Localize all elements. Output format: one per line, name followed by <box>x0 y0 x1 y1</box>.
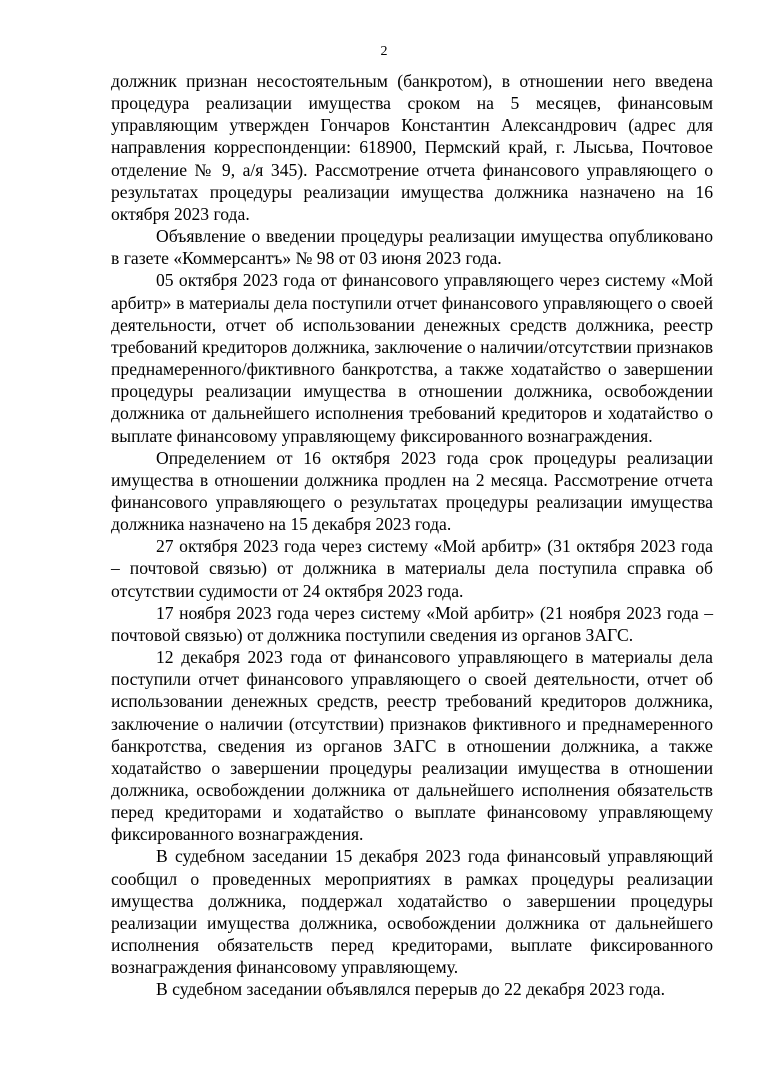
paragraph-bankruptcy-procedure: должник признан несостоятельным (банкротом), в отношении него введена процедура реализации имущества сроком на 5 месяцев, финансовым управляющим утвержден Гончаров Константин Александрович (адрес для направления корреспонденции: 618900, Пермский край, г. Лысьва, Почтовое отделение № 9, а/я 345). Рассмотрение отчета финансового управляющего о результатах процедуры реализации имущества должника назначено на 16 октября 2023 года. <box>111 71 713 224</box>
paragraph-extension: Определением от 16 октября 2023 года срок процедуры реализации имущества в отношении должника продлен на 2 месяца. Рассмотрение отчета финансового управляющего о результатах процедуры реализации имущества должника назначено на 15 декабря 2023 года. <box>111 447 713 535</box>
page-number: 2 <box>380 44 388 59</box>
paragraph-recess: В судебном заседании объявлялся перерыв до 22 декабря 2023 года. <box>156 979 666 1000</box>
paragraph-court-session: В судебном заседании 15 декабря 2023 года финансовый управляющий сообщил о проведенных мероприятиях в рамках процедуры реализации имущества должника, поддержал ходатайство о завершении процедуры реализации имущества должника, освобождении должника от дальнейшего исполнения обязательств перед кредиторами, выплате фиксированного вознаграждения финансовому управляющему. <box>111 846 713 978</box>
paragraph-report-october: 05 октября 2023 года от финансового управляющего через систему «Мой арбитр» в материалы дела поступили отчет финансового управляющего о своей деятельности, отчет об использовании денежных средств должника, реестр требований кредиторов должника, заключение о наличии/отсутствии признаков преднамеренного/фиктивного банкротства, а также ходатайство о завершении процедуры реализации имущества в отношении должника, освобождении должника от дальнейшего исполнения требований кредиторов и ходатайство о выплате финансовому управляющему фиксированного вознаграждения. <box>111 270 713 446</box>
paragraph-publication: Объявление о введении процедуры реализации имущества опубликовано в газете «Коммерсантъ» № 98 от 03 июня 2023 года. <box>111 226 713 269</box>
paragraph-report-december: 12 декабря 2023 года от финансового управляющего в материалы дела поступили отчет финансового управляющего о своей деятельности, отчет об использовании денежных средств, реестр требований кредиторов должника, заключение о наличии (отсутствии) признаков фиктивного и преднамеренного банкротства, сведения из органов ЗАГС в отношении должника, а также ходатайство о завершении процедуры реализации имущества в отношении должника, освобождении должника от дальнейшего исполнения обязательств перед кредиторами и ходатайство о выплате финансовому управляющему фиксированного вознаграждения. <box>111 647 713 845</box>
paragraph-registry-office: 17 ноября 2023 года через систему «Мой арбитр» (21 ноября 2023 года – почтовой связью) от должника поступили сведения из органов ЗАГС. <box>111 602 713 645</box>
paragraph-criminal-record: 27 октября 2023 года через систему «Мой арбитр» (31 октября 2023 года – почтовой связью) от должника в материалы дела поступила справка об отсутствии судимости от 24 октября 2023 года. <box>111 536 713 601</box>
document-body <box>111 70 713 1001</box>
